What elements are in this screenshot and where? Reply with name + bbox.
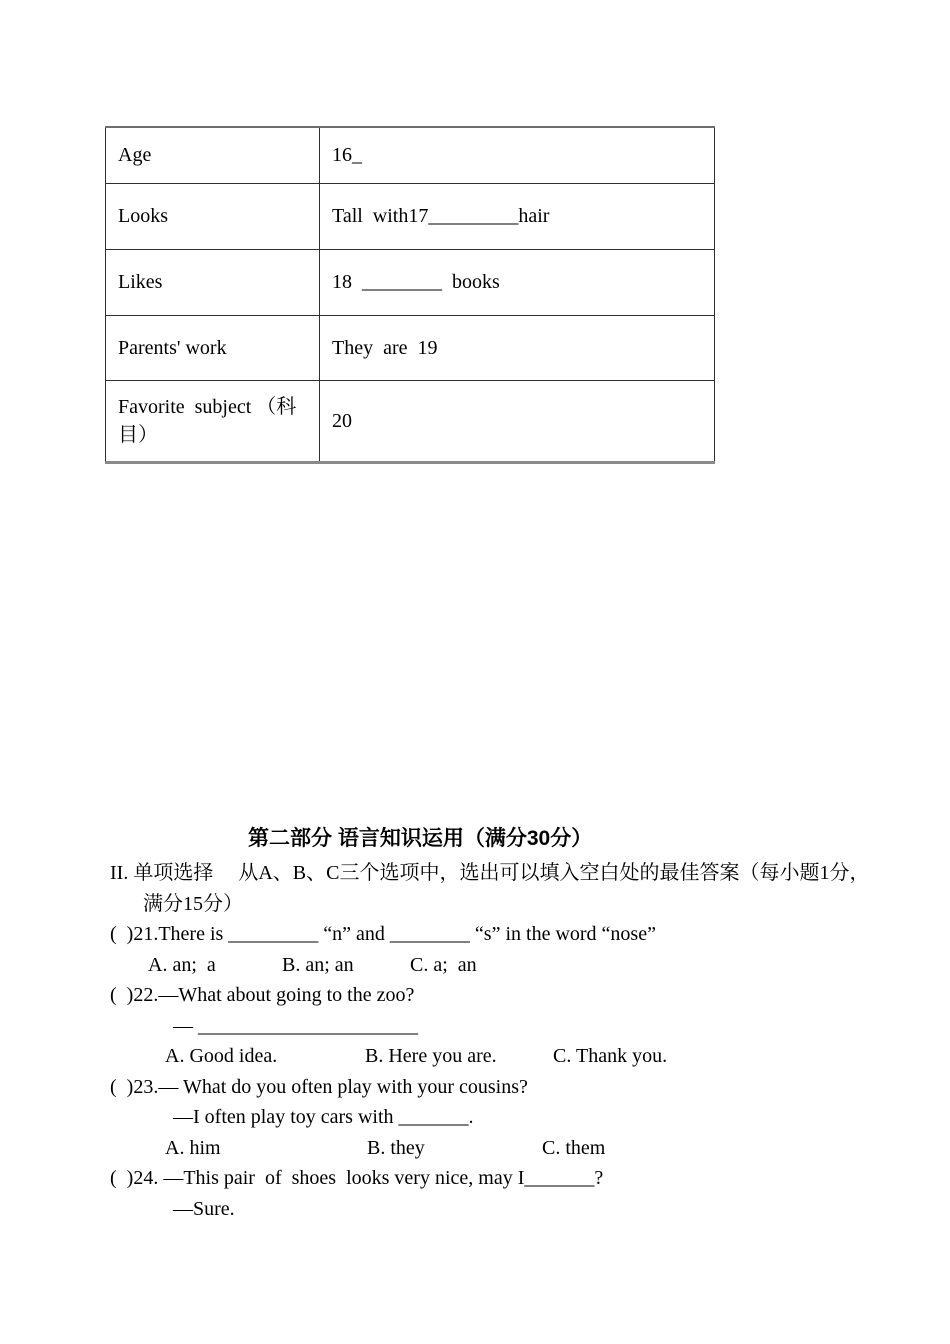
option-c: C. a; an (410, 953, 477, 976)
question-21-stem: ( )21.There is _________ “n” and ________ “s” in the word “nose” (110, 923, 656, 945)
table-row-age (106, 127, 715, 183)
question-21-options (110, 950, 880, 981)
option-b: B. an; an (282, 953, 354, 976)
question-23-reply: —I often play toy cars with _______. (173, 1106, 474, 1128)
table-cell-value: 18 ________ books (320, 249, 715, 315)
profile-table (105, 126, 715, 464)
question-22 (110, 980, 880, 1072)
instructions-line-2: 满分15分） (143, 892, 243, 915)
table-cell-label: Favorite subject （科目） (106, 380, 320, 462)
table-cell-label: Likes (106, 249, 320, 315)
question-23-options (110, 1133, 880, 1164)
section-heading: 第二部分 语言知识运用（满分30分） (248, 827, 593, 850)
table-cell-label: Parents' work (106, 315, 320, 380)
option-c: C. Thank you. (553, 1045, 668, 1067)
option-a: A. him (165, 1136, 221, 1159)
question-23 (110, 1072, 880, 1164)
option-c: C. them (542, 1136, 606, 1159)
question-23-stem: ( )23.— What do you often play with your cousins? (110, 1075, 528, 1098)
table-cell-value: 16_ (320, 127, 715, 183)
table-cell-label: Age (106, 127, 320, 183)
table-cell-value: Tall with17_________hair (320, 183, 715, 249)
table-row-looks (106, 183, 715, 249)
option-a: A. Good idea. (165, 1045, 278, 1067)
question-22-reply-blank: — ______________________ (173, 1014, 418, 1037)
question-22-stem: ( )22.—What about going to the zoo? (110, 984, 415, 1006)
question-24 (110, 1163, 880, 1224)
question-21 (110, 919, 880, 980)
option-a: A. an; a (148, 953, 216, 976)
option-b: B. they (367, 1136, 425, 1159)
option-b: B. Here you are. (365, 1045, 497, 1067)
table-row-parents-work (106, 315, 715, 380)
question-22-options (110, 1041, 880, 1072)
table-cell-value: 20 (320, 380, 715, 462)
question-24-stem: ( )24. —This pair of shoes looks very nice, may I_______? (110, 1167, 604, 1189)
table-cell-value: They are 19 (320, 315, 715, 380)
table-row-likes (106, 249, 715, 315)
section-part-2 (110, 822, 880, 1224)
table-row-favorite-subject (106, 380, 715, 462)
instructions-line-1: II. 单项选择 从A、B、C三个选项中，选出可以填入空白处的最佳答案（每小题1分， (110, 862, 870, 884)
table-cell-label: Looks (106, 183, 320, 249)
question-24-reply: —Sure. (173, 1197, 235, 1220)
